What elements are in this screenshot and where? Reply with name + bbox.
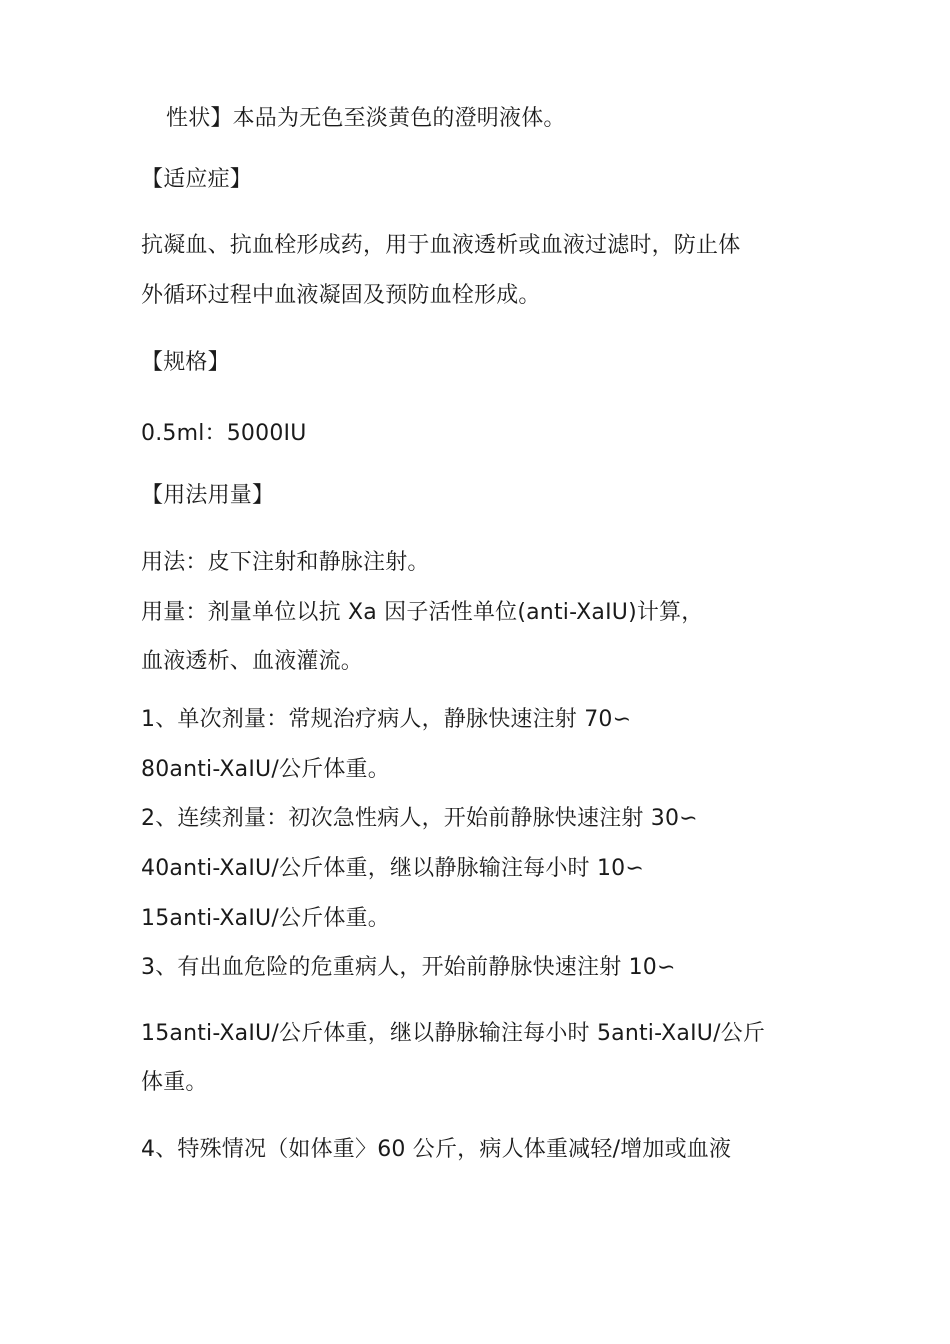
text-line: 2、连续剂量：初次急性病人，开始前静脉快速注射 30∽ (141, 806, 698, 831)
text-line: 4、特殊情况（如体重〉60 公斤，病人体重减轻/增加或血液 (141, 1137, 732, 1162)
heading-dosage: 【用法用量】 (141, 483, 275, 508)
text-line: 15anti-XaIU/公斤体重，继以静脉输注每小时 5anti-XaIU/公斤 (141, 1021, 766, 1046)
text-line: 15anti-XaIU/公斤体重。 (141, 906, 390, 931)
text-line: 外循环过程中血液凝固及预防血栓形成。 (141, 283, 541, 308)
text-line: 40anti-XaIU/公斤体重，继以静脉输注每小时 10∽ (141, 856, 644, 881)
heading-indications: 【适应症】 (141, 167, 253, 192)
text-line-specification: 0.5ml：5000IU (141, 421, 307, 446)
text-line: 血液透析、血液灌流。 (141, 649, 364, 674)
text-line: 体重。 (141, 1070, 208, 1095)
text-line: 80anti-XaIU/公斤体重。 (141, 757, 390, 782)
text-line: 1、单次剂量：常规治疗病人，静脉快速注射 70∽ (141, 707, 632, 732)
heading-specification: 【规格】 (141, 350, 230, 375)
text-line: 抗凝血、抗血栓形成药，用于血液透析或血液过滤时，防止体 (141, 233, 741, 258)
text-line-properties: 性状】本品为无色至淡黄色的澄明液体。 (166, 106, 566, 131)
text-line: 用法：皮下注射和静脉注射。 (141, 550, 430, 575)
text-line: 用量：剂量单位以抗 Xa 因子活性单位(anti-XaIU)计算， (141, 600, 704, 625)
text-line: 3、有出血危险的危重病人，开始前静脉快速注射 10∽ (141, 955, 676, 980)
